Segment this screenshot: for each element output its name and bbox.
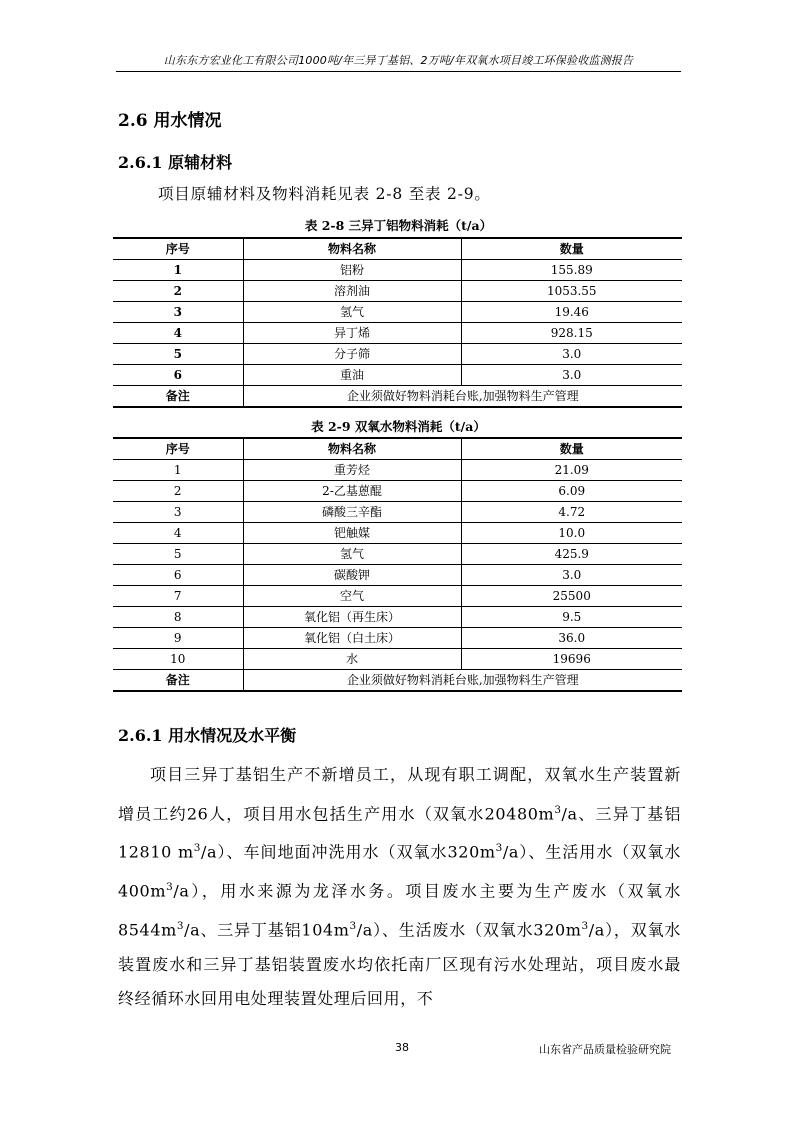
table2-caption: 表 2-9 双氧水物料消耗（t/a） xyxy=(311,419,486,434)
table-cell: 分子筛 xyxy=(243,344,461,365)
table-cell: 3 xyxy=(113,302,243,323)
table-cell: 9 xyxy=(113,628,243,649)
table1-header-cell: 序号 xyxy=(113,238,243,260)
table2-note-row xyxy=(113,670,682,692)
water-paragraph xyxy=(118,758,681,1017)
table-row xyxy=(113,302,682,323)
table2-header-row xyxy=(113,438,682,460)
table-row xyxy=(113,281,682,302)
table-cell: 氢气 xyxy=(243,302,461,323)
table-cell: 6 xyxy=(113,565,243,586)
table-cell: 10.0 xyxy=(461,523,682,544)
table-cell: 7 xyxy=(113,586,243,607)
table-cell: 4.72 xyxy=(461,502,682,523)
table-cell: 氢气 xyxy=(243,544,461,565)
table1-caption: 表 2-8 三异丁铝物料消耗（t/a） xyxy=(304,218,493,233)
table-cell: 氧化铝（再生床） xyxy=(243,607,461,628)
table-row xyxy=(113,628,682,649)
table-row xyxy=(113,460,682,481)
section-title: 2.6 用水情况 xyxy=(118,111,222,131)
table-row xyxy=(113,344,682,365)
table-row xyxy=(113,649,682,670)
table-cell: 5 xyxy=(113,544,243,565)
table-cell: 空气 xyxy=(243,586,461,607)
table-row xyxy=(113,565,682,586)
table1-header-cell: 物料名称 xyxy=(243,238,461,260)
page-number: 38 xyxy=(395,1041,409,1054)
table-cell: 10 xyxy=(113,649,243,670)
table-row xyxy=(113,502,682,523)
table1-header-cell: 数量 xyxy=(461,238,682,260)
table-row xyxy=(113,323,682,344)
table-cell: 4 xyxy=(113,523,243,544)
table-2-8 xyxy=(113,237,682,408)
table-cell: 25500 xyxy=(461,586,682,607)
table-cell: 6 xyxy=(113,365,243,386)
note-label: 备注 xyxy=(113,386,243,408)
table-cell: 钯触媒 xyxy=(243,523,461,544)
table2-header-cell: 数量 xyxy=(461,438,682,460)
note-text: 企业须做好物料消耗台账,加强物料生产管理 xyxy=(243,670,682,692)
header-rule xyxy=(116,71,681,72)
table-2-9 xyxy=(113,437,682,692)
table-cell: 21.09 xyxy=(461,460,682,481)
table-cell: 碳酸钾 xyxy=(243,565,461,586)
table-cell: 溶剂油 xyxy=(243,281,461,302)
table-cell: 19696 xyxy=(461,649,682,670)
table-row xyxy=(113,260,682,281)
table-cell: 5 xyxy=(113,344,243,365)
table-cell: 8 xyxy=(113,607,243,628)
table1-note-row xyxy=(113,386,682,408)
table-row xyxy=(113,523,682,544)
table-cell: 6.09 xyxy=(461,481,682,502)
table2-header-cell: 物料名称 xyxy=(243,438,461,460)
table-cell: 氧化铝（白土床） xyxy=(243,628,461,649)
table-cell: 2 xyxy=(113,481,243,502)
table-cell: 磷酸三辛酯 xyxy=(243,502,461,523)
table-cell: 36.0 xyxy=(461,628,682,649)
table-cell: 155.89 xyxy=(461,260,682,281)
table-cell: 重芳烃 xyxy=(243,460,461,481)
subsection-title-water: 2.6.1 用水情况及水平衡 xyxy=(118,726,297,745)
table-cell: 1 xyxy=(113,260,243,281)
table-row xyxy=(113,607,682,628)
table1-header-row xyxy=(113,238,682,260)
table-row xyxy=(113,481,682,502)
table-cell: 4 xyxy=(113,323,243,344)
table-cell: 19.46 xyxy=(461,302,682,323)
table-row xyxy=(113,544,682,565)
table-cell: 2-乙基蒽醌 xyxy=(243,481,461,502)
note-label: 备注 xyxy=(113,670,243,692)
table-cell: 异丁烯 xyxy=(243,323,461,344)
table-cell: 928.15 xyxy=(461,323,682,344)
table-cell: 重油 xyxy=(243,365,461,386)
table-cell: 铝粉 xyxy=(243,260,461,281)
table2-header-cell: 序号 xyxy=(113,438,243,460)
table-cell: 3.0 xyxy=(461,344,682,365)
table-cell: 425.9 xyxy=(461,544,682,565)
paragraph-text: 项目三异丁基铝生产不新增员工，从现有职工调配，双氧水生产装置新增员工约26人，项目用水包括生产用水（双氧水$20480m^3/a$、三异丁基铝12810 $m^3/a$）、车间地面冲洗用水（双氧水$320m^3/a$）、生活用水（双氧水$400m^3/a$），用水来源为龙泽水务。项目废水主要为生产废水（双氧水$8544m^3/a$、三异丁基铝$104m^3/a$）、生活废水（双氧水$320m^3/a$），双氧水装置废水和三异丁基铝装置废水均依托南厂区现有污水处理站，项目废水最终经循环水回用电处理装置处理后回用，不 xyxy=(118,765,681,1009)
table-cell: 2 xyxy=(113,281,243,302)
table-cell: 3.0 xyxy=(461,365,682,386)
table-cell: 9.5 xyxy=(461,607,682,628)
intro-text: 项目原辅材料及物料消耗见表 2-8 至表 2-9。 xyxy=(158,185,491,203)
table-row xyxy=(113,365,682,386)
running-header: 山东东方宏业化工有限公司1000吨/年三异丁基铝、2万吨/年双氧水项目竣工环保验收监测报告 xyxy=(163,54,634,67)
table-row xyxy=(113,586,682,607)
table-cell: 水 xyxy=(243,649,461,670)
table-cell: 1053.55 xyxy=(461,281,682,302)
subsection-title-materials: 2.6.1 原辅材料 xyxy=(118,153,233,172)
table-cell: 1 xyxy=(113,460,243,481)
table-cell: 3.0 xyxy=(461,565,682,586)
note-text: 企业须做好物料消耗台账,加强物料生产管理 xyxy=(243,386,682,408)
table-cell: 3 xyxy=(113,502,243,523)
footer-organization: 山东省产品质量检验研究院 xyxy=(539,1043,671,1056)
